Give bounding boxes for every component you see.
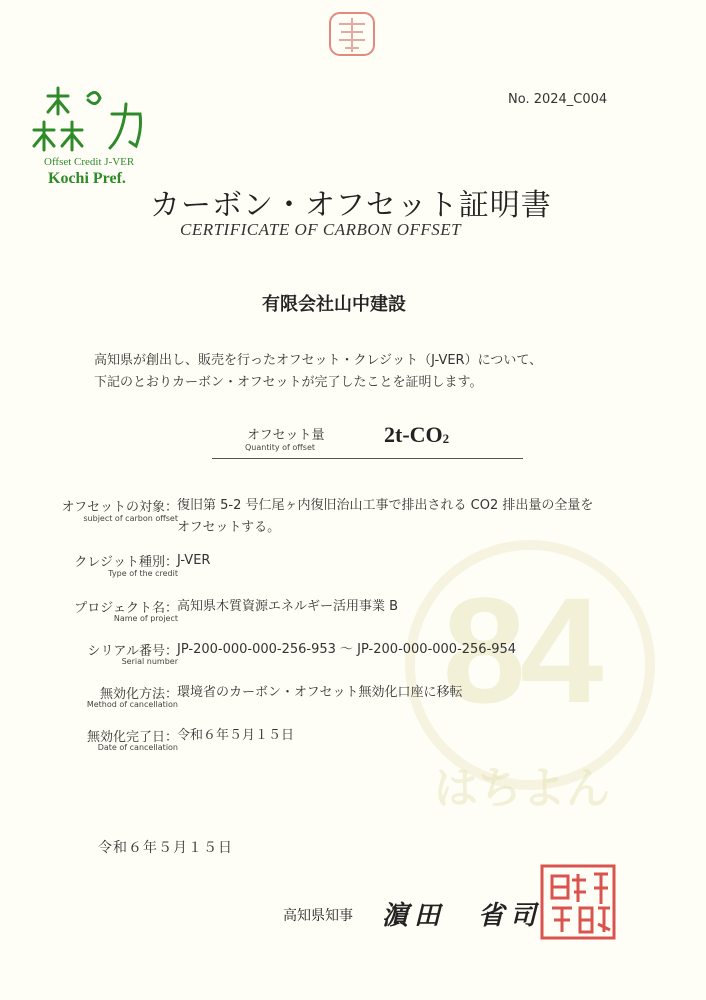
intro-text	[94, 350, 542, 394]
detail-value-credit-type: J-VER	[177, 553, 211, 568]
detail-label-cancel-date: 無効化完了日：	[86, 730, 178, 745]
detail-label-en-method: Method of cancellation	[86, 700, 178, 709]
detail-label-en-cancel-date: Date of cancellation	[97, 743, 178, 752]
title-english: CERTIFICATE OF CARBON OFFSET	[180, 220, 462, 239]
quantity-value-subscript: 2	[442, 431, 450, 446]
governor-title: 高知県知事	[283, 908, 353, 924]
detail-label-en-subject: subject of carbon offset	[83, 514, 178, 523]
intro-line-2: 下記のとおりカーボン・オフセットが完了したことを証明します。	[94, 375, 483, 390]
detail-label-serial: シリアル番号：	[87, 644, 178, 659]
detail-label-credit-type: クレジット種別：	[74, 555, 178, 570]
watermark-text: はちよん	[434, 763, 610, 814]
quantity-value-main: 2t-CO	[384, 422, 443, 447]
detail-value-subject	[177, 495, 593, 539]
governor-signature: 濵田 省司	[382, 901, 543, 930]
detail-value-cancel-date: 令和６年５月１５日	[177, 728, 295, 743]
detail-value-subject-line-1: 復旧第 5-2 号仁尾ヶ内復旧治山工事で排出される CO2 排出量の全量を	[177, 498, 594, 513]
detail-label-en-serial: Serial number	[121, 657, 178, 666]
detail-label-method: 無効化方法：	[99, 687, 178, 702]
quantity-value	[384, 422, 449, 448]
company-name: 有限会社山中建設	[262, 294, 406, 315]
detail-value-method: 環境省のカーボン・オフセット無効化口座に移転	[177, 685, 463, 700]
detail-value-subject-line-2: オフセットする。	[177, 520, 281, 535]
detail-label-en-credit-type: Type of the credit	[108, 569, 178, 578]
quantity-underline	[212, 458, 523, 459]
top-seal-icon	[327, 10, 377, 58]
quantity-label: オフセット量	[247, 428, 325, 443]
detail-value-serial: JP-200-000-000-256-953 ～ JP-200-000-000-256-954	[177, 642, 517, 657]
issue-date: 令和６年５月１５日	[98, 840, 233, 856]
detail-label-project: プロジェクト名：	[74, 601, 178, 616]
intro-line-1: 高知県が創出し、販売を行ったオフセット・クレジット（J-VER）について、	[94, 353, 543, 368]
detail-value-project: 高知県木質資源エネルギー活用事業 B	[177, 599, 399, 614]
certificate-number: No. 2024_C004	[508, 92, 608, 107]
logo-prefecture: Kochi Pref.	[48, 170, 126, 187]
detail-label-en-project: Name of project	[113, 614, 178, 623]
logo-subtitle: Offset Credit J-VER	[44, 156, 135, 168]
title-japanese: カーボン・オフセット証明書	[150, 188, 552, 223]
detail-label-subject: オフセットの対象：	[61, 500, 178, 515]
quantity-label-en: Quantity of offset	[245, 443, 315, 452]
watermark-number: 84	[442, 566, 598, 734]
official-seal-icon	[538, 862, 618, 942]
